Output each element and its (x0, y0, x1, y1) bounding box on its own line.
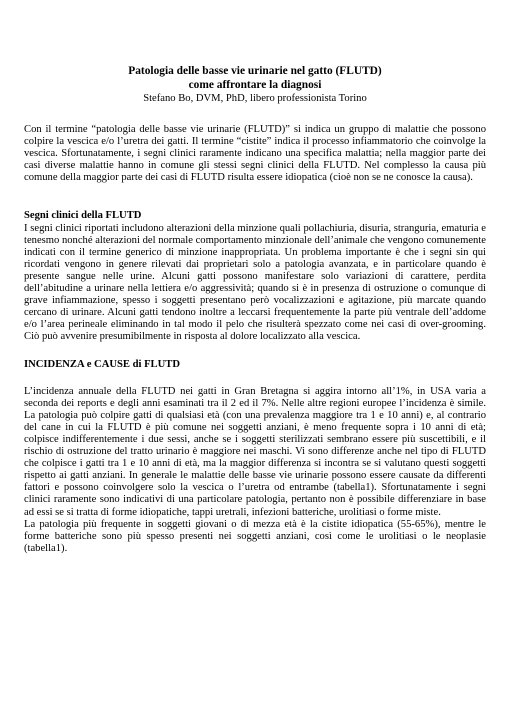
spacer (24, 184, 486, 210)
section-heading-incidence: INCIDENZA e CAUSE di FLUTD (24, 358, 180, 370)
clinical-signs-paragraph: I segni clinici riportati includono alterazioni della minzione quali pollachiuria, disuria, stranguria, ematuria e tenesmo nonché alterazioni del normale comportamento minzionale dell’animale che vengono comunemente indicati con il termine generico di minzione inappropriata. Un problema importante è che i segni sin qui ricordati vengono in genere rilevati dai proprietari solo a patologia avanzata, e in particolare quando è presente sangue nelle urine. Alcuni gatti possono manifestare solo variazioni di carattere, perdita dell’abitudine a urinare nella lettiera e/o aggressività; quando si è in presenza di ostruzione o comunque di grave infiammazione, spesso i soggetti presentano però vocalizzazioni e agitazione, più marcate quando cercano di urinare. Alcuni gatti tendono inoltre a leccarsi frequentemente la parte più ventrale dell’addome e/o l’area perineale eliminando in tal modo il pelo che risulterà spezzato come nei casi di over-grooming. Ciò può avvenire presumibilmente in risposta al dolore localizzato alla vescica. (24, 222, 486, 343)
section-heading-clinical-signs: Segni clinici della FLUTD (24, 210, 142, 222)
document-title: Patologia delle basse vie urinarie nel gatto (FLUTD) (128, 65, 382, 77)
document-subtitle: come affrontare la diagnosi (188, 79, 322, 91)
spacer (24, 371, 486, 386)
incidence-paragraph: L’incidenza annuale della FLUTD nei gatti in Gran Bretagna si aggira intorno all’1%, in USA varia a seconda dei reports e degli anni esaminati tra il 2 ed il 7%. Nelle altre regioni europee l’incidenza è simile. La patologia può colpire gatti di qualsiasi età (con una prevalenza maggiore tra 1 e 10 anni) e, al contrario del cane in cui la FLUTD è più comune nei soggetti anziani, è meno frequente sopra i 10 anni di età; colpisce indifferentemente i due sessi, anche se i soggetti sterilizzati sembrano essere più suscettibili, e il rischio di ostruzione del tratto urinario è maggiore nei maschi. Vi sono differenze anche nel tipo di FLUTD che colpisce i gatti tra 1 e 10 anni di età, ma la maggior differenza si incontra se si valutano questi soggetti rispetto ai gatti anziani. In generale le malattie delle basse vie urinarie possono essere causate da differenti fattori e possono coinvolgere solo la vescica o l’uretra od entrambe (tabella1). Sfortunatamente i segni clinici raramente sono indicativi di una particolare patologia, pertanto non è possibile differenziare in base ad essi se si tratta di forme idiopatiche, tappi uretrali, infezioni batteriche, urolitiasi o forme miste. (24, 385, 486, 518)
spacer (24, 344, 486, 359)
document-page (24, 64, 486, 555)
incidence-paragraph-2: La patologia più frequente in soggetti giovani o di mezza età è la cistite idiopatica (55-65%), mentre le forme batteriche sono più spesso presenti nei soggetti anziani, così come le urolitiasi o le neoplasie (tabella1). (24, 518, 486, 554)
intro-paragraph: Con il termine “patologia delle basse vie urinarie (FLUTD)” si indica un gruppo di malattie che possono colpire la vescica e/o l’uretra dei gatti. Il termine “cistite” indica il processo infiammatorio che coinvolge la vescica. Sfortunatamente, i segni clinici raramente indicano una specifica malattia; nella maggior parte dei casi diverse malattie hanno in comune gli stessi segni clinici della FLUTD. Nel complesso la causa più comune della maggior parte dei casi di FLUTD risulta essere idiopatica (cioè non se ne conosce la causa). (24, 124, 486, 184)
document-author: Stefano Bo, DVM, PhD, libero professionista Torino (143, 93, 367, 104)
title-block (24, 64, 486, 105)
